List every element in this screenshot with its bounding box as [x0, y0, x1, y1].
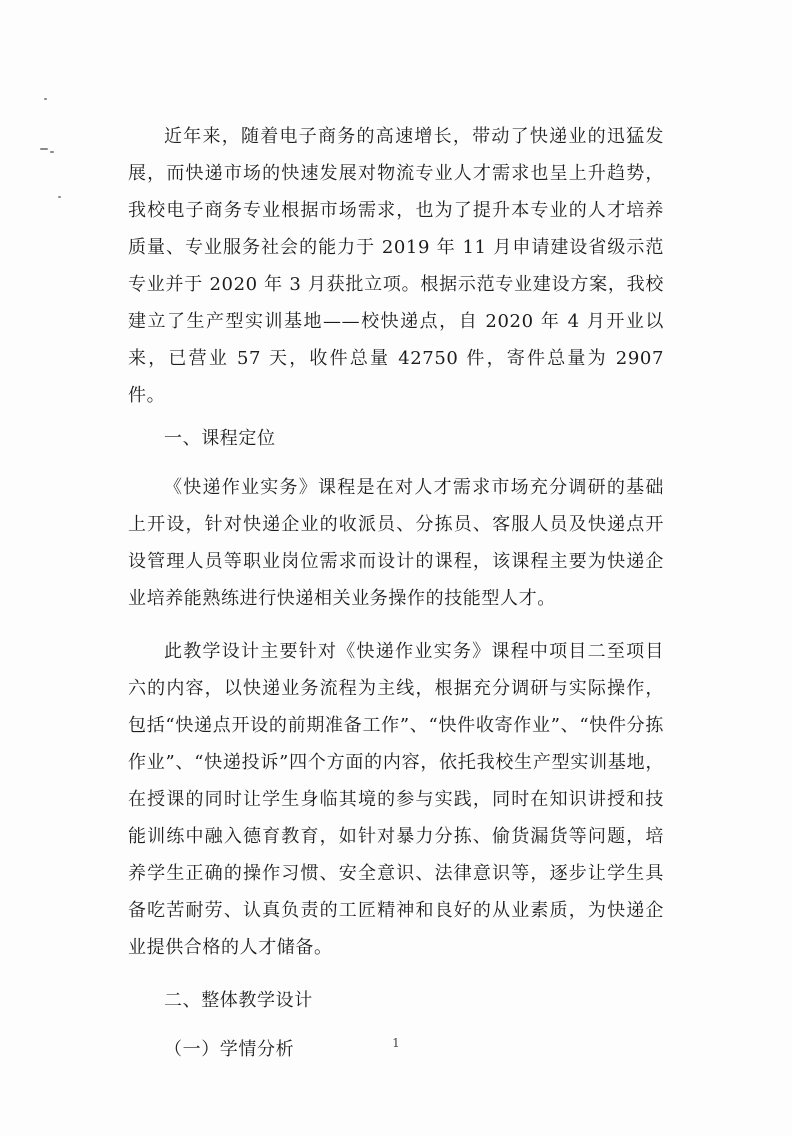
scan-speck — [40, 148, 48, 150]
scan-speck — [44, 98, 47, 100]
course-positioning-paragraph: 《快递作业实务》课程是在对人才需求市场充分调研的基础上开设，针对快递企业的收派员、分拣员、客服人员及快递点开设管理人员等职业岗位需求而设计的课程，该课程主要为快递企业培养能熟练进行快递相关业务操作的技能型人才。 — [128, 477, 664, 609]
subsection-heading-student-analysis: （一）学情分析 — [164, 1039, 295, 1060]
page-number: 1 — [392, 1036, 400, 1050]
section-heading-overall-design: 二、整体教学设计 — [164, 990, 313, 1011]
document-body — [128, 118, 664, 1068]
scan-speck — [58, 196, 61, 198]
teaching-design-paragraph: 此教学设计主要针对《快递作业实务》课程中项目二至项目六的内容，以快递业务流程为主线，根据充分调研与实际操作，包括“快递点开设的前期准备工作”、“快件收寄作业”、“快件分拣作业”、“快递投诉”四个方面的内容，依托我校生产型实训基地，在授课的同时让学生身临其境的参与实践，同时在知识讲授和技能训练中融入德育教育，如针对暴力分拣、偷货漏货等问题，培养学生正确的操作习惯、安全意识、法律意识等，逐步让学生具备吃苦耐劳、认真负责的工匠精神和良好的从业素质，为快递企业提供合格的人才储备。 — [128, 641, 664, 958]
intro-paragraph: 近年来，随着电子商务的高速增长，带动了快递业的迅猛发展，而快递市场的快速发展对物流专业人才需求也呈上升趋势，我校电子商务专业根据市场需求，也为了提升本专业的人才培养质量、专业服务社会的能力于 2019 年 11 月申请建设省级示范专业并于 2020 年 3 月获批立项。根据示范专业建设方案，我校建立了生产型实训基地——校快递点，自 2020 年 4 月开业以来，已营业 57 天，收件总量 42750 件，寄件总量为 2907 件。 — [128, 126, 664, 406]
scan-speck — [50, 151, 54, 153]
section-heading-course-positioning: 一、课程定位 — [164, 428, 276, 449]
